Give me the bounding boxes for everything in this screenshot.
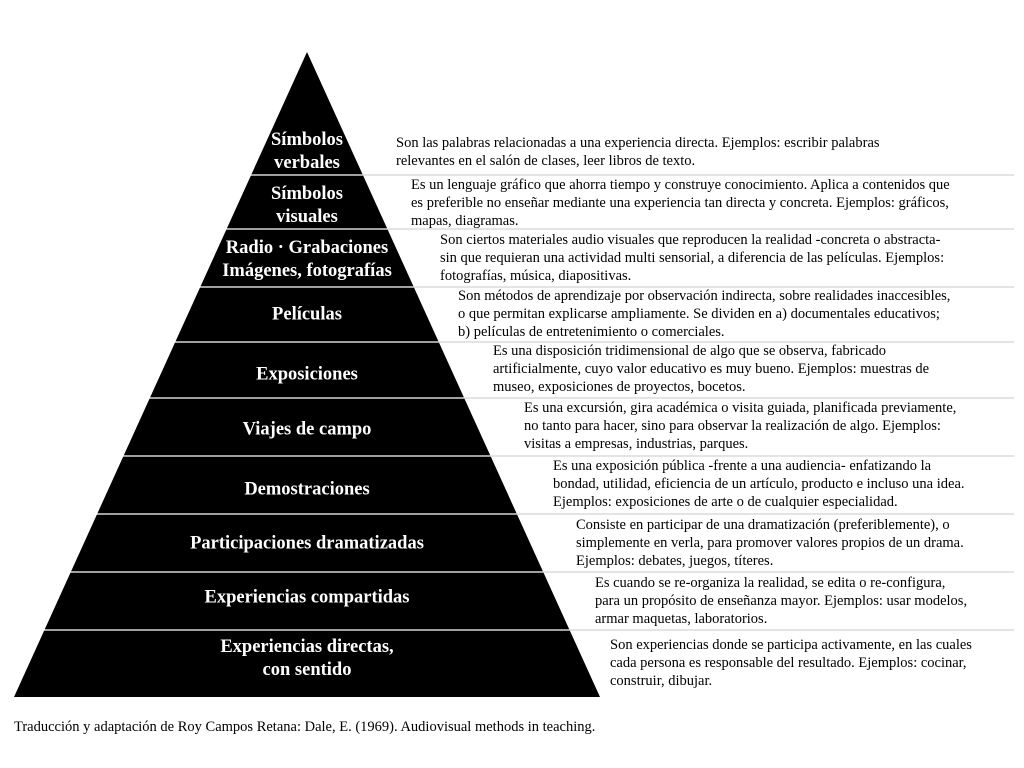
- level-label-10: [220, 636, 393, 682]
- description-line: Es una exposición pública -frente a una audiencia- enfatizando la: [553, 458, 932, 474]
- level-label-line: Películas: [272, 304, 342, 325]
- description-line: o que permitan explicarse ampliamente. Se dividen en a) documentales educativos;: [458, 306, 940, 322]
- level-label-line: Participaciones dramatizadas: [190, 533, 424, 554]
- description-line: Consiste en participar de una dramatización (preferiblemente), o: [576, 517, 950, 533]
- description-line: visitas a empresas, industrias, parques.: [524, 436, 749, 452]
- level-description-10: [610, 636, 972, 690]
- description-line: Ejemplos: exposiciones de arte o de cualquier especialidad.: [553, 494, 898, 510]
- level-label-line: Símbolos: [271, 184, 343, 204]
- level-label-line: Viajes de campo: [242, 419, 372, 440]
- description-line: construir, dibujar.: [610, 673, 713, 689]
- level-description-5: [493, 342, 929, 396]
- description-line: cada persona es responsable del resultado. Ejemplos: cocinar,: [610, 655, 967, 671]
- description-line: fotografías, música, diapositivas.: [440, 268, 632, 284]
- description-line: Son ciertos materiales audio visuales que reproducen la realidad -concreta o abstracta-: [440, 232, 941, 248]
- description-line: museo, exposiciones de proyectos, bocetos.: [493, 379, 746, 395]
- level-label-7: [244, 479, 369, 502]
- description-line: para un propósito de enseñanza mayor. Ejemplos: usar modelos,: [595, 593, 968, 609]
- description-line: armar maquetas, laboratorios.: [595, 611, 768, 627]
- level-label-3: [222, 237, 392, 283]
- level-description-3: [440, 231, 944, 285]
- description-line: Es cuando se re-organiza la realidad, se edita o re-configura,: [595, 575, 946, 591]
- level-label-line: Radio · Grabaciones: [225, 238, 389, 258]
- level-label-9: [204, 587, 409, 610]
- level-label-line: Símbolos: [271, 130, 343, 150]
- level-label-line: Imágenes, fotografías: [222, 261, 392, 281]
- level-label-8: [190, 533, 424, 556]
- source-caption: Traducción y adaptación de Roy Campos Retana: Dale, E. (1969). Audiovisual methods in teaching.: [14, 719, 596, 735]
- level-label-5: [256, 364, 358, 387]
- level-label-4: [272, 304, 342, 327]
- description-line: artificialmente, cuyo valor educativo es muy bueno. Ejemplos: muestras de: [493, 361, 930, 377]
- level-description-9: [595, 574, 967, 628]
- level-description-6: [524, 399, 956, 453]
- level-description-2: [411, 176, 950, 230]
- description-line: sin que requieran una actividad multi sensorial, a diferencia de las películas. Ejemplos:: [440, 250, 945, 266]
- level-label-line: con sentido: [262, 660, 352, 680]
- description-line: Es un lenguaje gráfico que ahorra tiempo y construye conocimiento. Aplica a contenidos que: [411, 177, 950, 193]
- description-line: Son métodos de aprendizaje por observación indirecta, sobre realidades inaccesibles,: [458, 288, 951, 304]
- level-label-line: visuales: [276, 207, 338, 227]
- description-line: Es una disposición tridimensional de algo que se observa, fabricado: [493, 343, 887, 359]
- level-label-line: verbales: [274, 153, 340, 173]
- level-label-line: Demostraciones: [244, 479, 370, 500]
- level-description-7: [553, 457, 965, 511]
- description-line: simplemente en verla, para promover valores propios de un drama.: [576, 535, 964, 551]
- description-line: b) películas de entretenimiento o comerciales.: [458, 324, 725, 340]
- description-line: Es una excursión, gira académica o visita guiada, planificada previamente,: [524, 400, 957, 416]
- description-line: Ejemplos: debates, juegos, títeres.: [576, 553, 774, 569]
- level-label-line: Exposiciones: [256, 364, 358, 385]
- level-description-1: [396, 134, 880, 170]
- level-label-6: [243, 419, 372, 442]
- description-line: no tanto para hacer, sino para observar la realización de algo. Ejemplos:: [524, 418, 941, 434]
- description-line: bondad, utilidad, eficiencia de un artículo, producto e incluso una idea.: [553, 476, 965, 492]
- level-label-1: [271, 129, 343, 175]
- level-label-2: [271, 183, 343, 229]
- description-line: Son las palabras relacionadas a una experiencia directa. Ejemplos: escribir palabras: [396, 135, 880, 151]
- level-description-4: [458, 287, 950, 341]
- description-line: Son experiencias donde se participa activamente, en las cuales: [610, 637, 972, 653]
- level-label-line: Experiencias compartidas: [204, 587, 410, 608]
- description-line: es preferible no enseñar mediante una experiencia tan directa y concreta. Ejemplos: gráficos,: [411, 195, 949, 211]
- level-label-line: Experiencias directas,: [220, 637, 394, 657]
- description-line: relevantes en el salón de clases, leer libros de texto.: [396, 153, 696, 169]
- level-description-8: [576, 516, 964, 570]
- description-line: mapas, diagramas.: [411, 213, 519, 229]
